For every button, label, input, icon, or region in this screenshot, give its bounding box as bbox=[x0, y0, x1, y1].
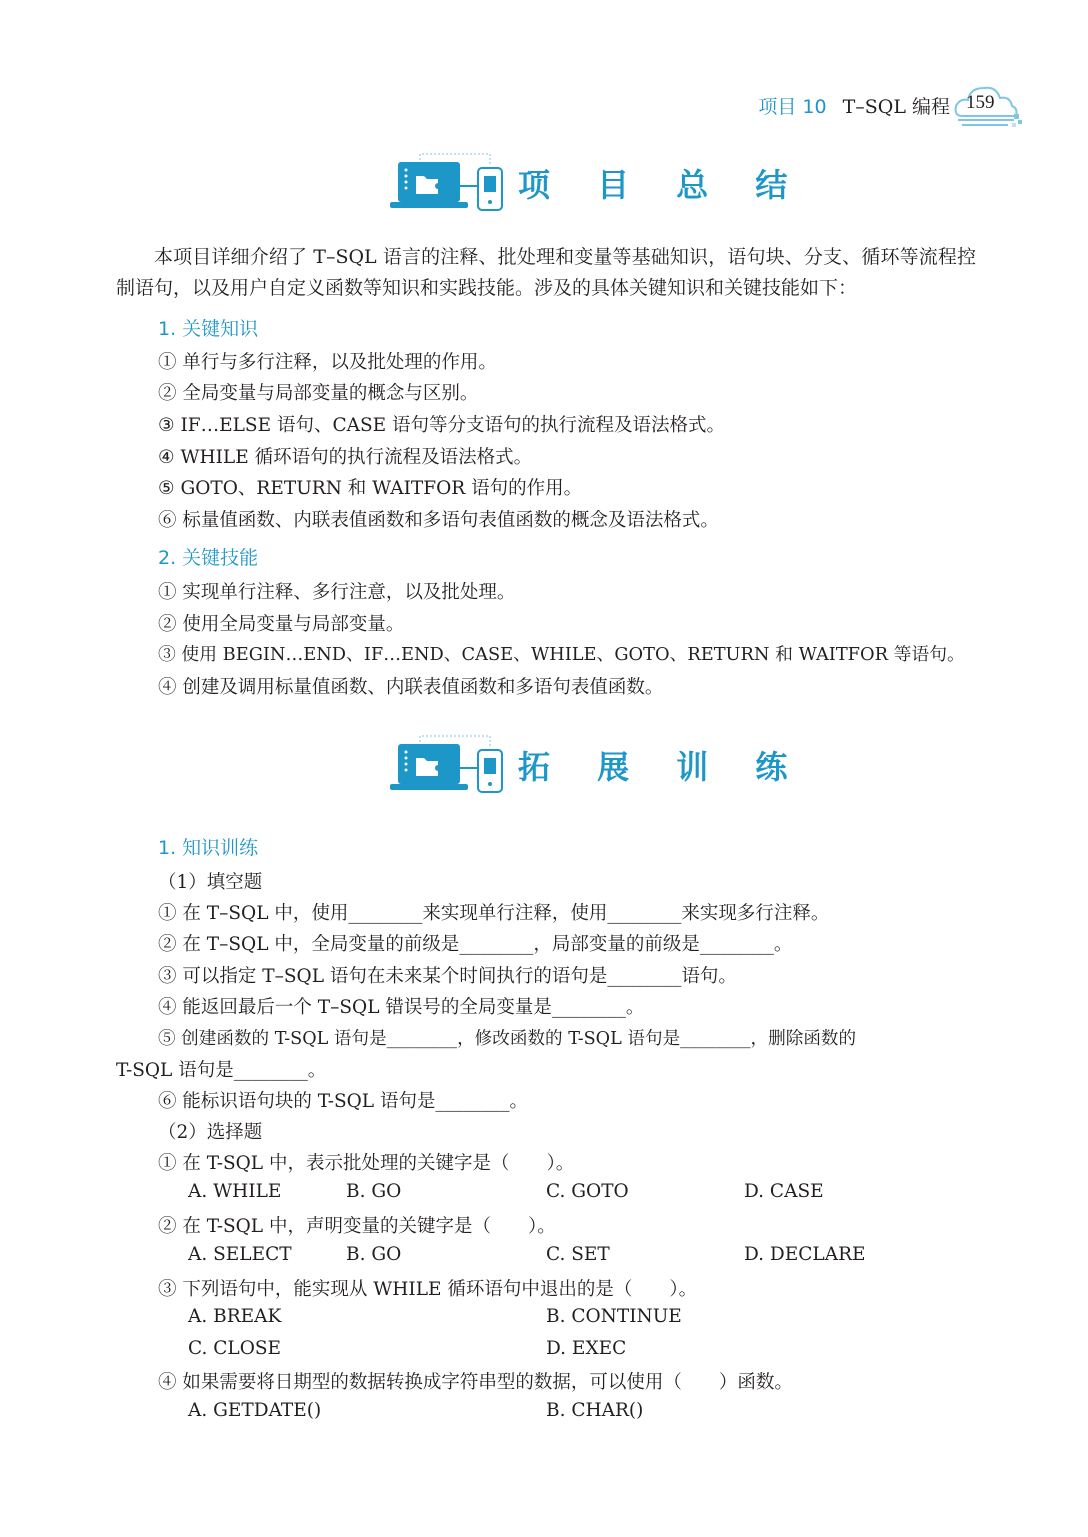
exercise-heading: 1. 知识训练 bbox=[158, 837, 259, 859]
choice-option: B. GO bbox=[346, 1181, 402, 1202]
skills-item: ③ 使用 BEGIN…END、IF…END、CASE、WHILE、GOTO、RETURN 和 WAITFOR 等语句。 bbox=[158, 644, 965, 665]
fill-item: ⑤ 创建函数的 T-SQL 语句是________，修改函数的 T-SQL 语句是________，删除函数的 bbox=[158, 1029, 857, 1049]
section-title-exercise bbox=[390, 732, 806, 802]
choice-question: ① 在 T-SQL 中，表示批处理的关键字是（ ）。 bbox=[158, 1153, 575, 1174]
header-project: 项目 10 bbox=[758, 96, 827, 118]
fill-item: ① 在 T–SQL 中，使用________来实现单行注释，使用________来实现多行注释。 bbox=[158, 903, 830, 924]
choice-option: C. SET bbox=[546, 1244, 610, 1265]
exercise-title: 拓 展 训 练 bbox=[518, 748, 806, 786]
skills-heading: 2. 关键技能 bbox=[158, 547, 259, 569]
knowledge-item: ④ WHILE 循环语句的执行流程及语法格式。 bbox=[158, 447, 533, 468]
choice-option: A. SELECT bbox=[188, 1244, 292, 1265]
skills-item: ① 实现单行注释、多行注意，以及批处理。 bbox=[158, 582, 516, 603]
page-number-badge bbox=[952, 78, 1024, 134]
laptop-phone-icon bbox=[390, 732, 510, 796]
choice-option: A. GETDATE() bbox=[188, 1400, 322, 1421]
choice-question: ④ 如果需要将日期型的数据转换成字符串型的数据，可以使用（ ）函数。 bbox=[158, 1372, 793, 1393]
fill-item: ② 在 T–SQL 中，全局变量的前级是________，局部变量的前级是________。 bbox=[158, 934, 793, 955]
summary-intro: 本项目详细介绍了 T–SQL 语言的注释、批处理和变量等基础知识，语句块、分支、循环等流程控制语句，以及用户自定义函数等知识和实践技能。涉及的具体关键知识和关键技能如下： bbox=[116, 246, 976, 299]
fill-item: T-SQL 语句是________。 bbox=[116, 1060, 327, 1081]
page-number: 159 bbox=[966, 92, 995, 113]
choice-option: C. GOTO bbox=[546, 1181, 629, 1202]
knowledge-item: ⑥ 标量值函数、内联表值函数和多语句表值函数的概念及语法格式。 bbox=[158, 510, 719, 531]
choice-option: B. CHAR() bbox=[546, 1400, 644, 1421]
choice-option: C. CLOSE bbox=[188, 1338, 282, 1359]
knowledge-item: ⑤ GOTO、RETURN 和 WAITFOR 语句的作用。 bbox=[158, 478, 583, 499]
fill-item: ⑥ 能标识语句块的 T-SQL 语句是________。 bbox=[158, 1091, 528, 1112]
fill-item: ③ 可以指定 T–SQL 语句在未来某个时间执行的语句是________语句。 bbox=[158, 966, 737, 987]
fill-heading: （1）填空题 bbox=[158, 872, 263, 893]
choice-option: B. GO bbox=[346, 1244, 402, 1265]
knowledge-heading: 1. 关键知识 bbox=[158, 318, 259, 340]
knowledge-item: ③ IF…ELSE 语句、CASE 语句等分支语句的执行流程及语法格式。 bbox=[158, 415, 726, 436]
choice-option: D. DECLARE bbox=[744, 1244, 866, 1265]
laptop-phone-icon bbox=[390, 150, 510, 214]
header-title: T–SQL 编程 bbox=[842, 96, 950, 118]
choice-option: B. CONTINUE bbox=[546, 1306, 682, 1327]
summary-title: 项 目 总 结 bbox=[518, 166, 806, 204]
choice-option: D. CASE bbox=[744, 1181, 824, 1202]
choice-option: A. WHILE bbox=[188, 1181, 282, 1202]
skills-item: ④ 创建及调用标量值函数、内联表值函数和多语句表值函数。 bbox=[158, 677, 664, 698]
skills-item: ② 使用全局变量与局部变量。 bbox=[158, 614, 405, 635]
choice-option: A. BREAK bbox=[188, 1306, 282, 1327]
running-header bbox=[758, 92, 950, 119]
fill-item: ④ 能返回最后一个 T–SQL 错误号的全局变量是________。 bbox=[158, 997, 645, 1018]
choice-option: D. EXEC bbox=[546, 1338, 627, 1359]
choice-question: ② 在 T-SQL 中，声明变量的关键字是（ ）。 bbox=[158, 1216, 556, 1237]
choice-heading: （2）选择题 bbox=[158, 1122, 263, 1143]
choice-question: ③ 下列语句中，能实现从 WHILE 循环语句中退出的是（ ）。 bbox=[158, 1279, 698, 1300]
knowledge-item: ② 全局变量与局部变量的概念与区别。 bbox=[158, 383, 479, 404]
knowledge-item: ① 单行与多行注释，以及批处理的作用。 bbox=[158, 352, 497, 373]
section-title-summary bbox=[390, 150, 806, 220]
